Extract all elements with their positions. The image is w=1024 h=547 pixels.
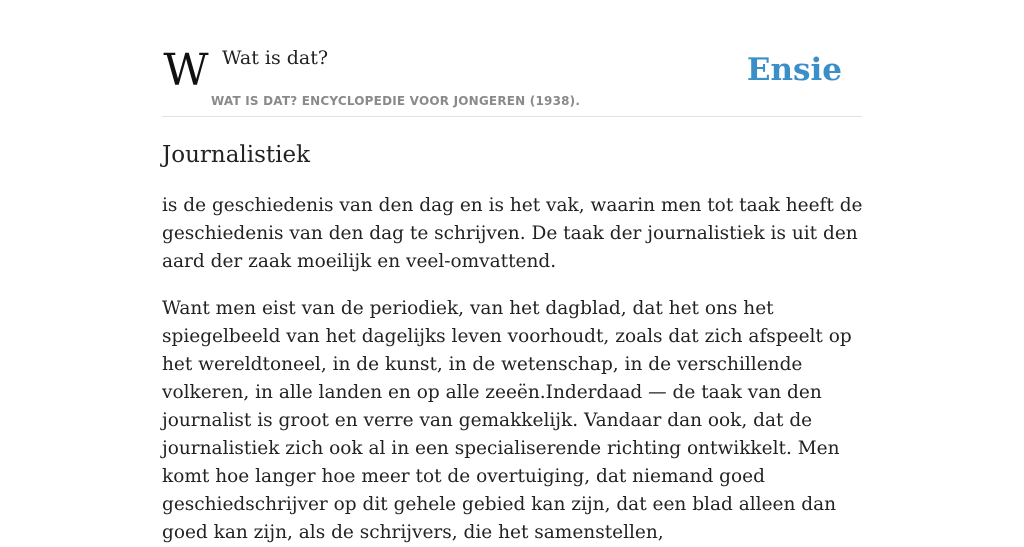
article-body [162,192,867,547]
svg-text:W: W [163,45,209,96]
wikipedia-w-icon[interactable] [163,45,209,96]
article-paragraph: is de geschiedenis van den dag en is het vak, waarin men tot taak heeft de geschiedenis van den dag te schrijven. De taak der journalistiek is uit den aard der zaak moeilijk en veel-omvattend. [162,195,863,272]
header [162,0,862,117]
brand-logo[interactable]: Ensie [746,52,842,88]
site-title[interactable]: Wat is dat? [222,47,329,69]
site-subtitle: WAT IS DAT? ENCYCLOPEDIE VOOR JONGEREN (1938). [211,94,581,108]
article [162,138,867,547]
article-paragraph: Want men eist van de periodiek, van het dagblad, dat het ons het spiegelbeeld van het dagelijks leven voorhoudt, zoals dat zich afspeelt op het wereldtoneel, in de kunst, in de wetenschap, in de verschillende volkeren, in alle landen en op alle zeeën.Inderdaad — de taak van den journalist is groot en verre van gemakkelijk. Vandaar dan ook, dat de journalistiek zich ook al in een specialiserende richting ontwikkelt. Men komt hoe langer hoe meer tot de overtuiging, dat niemand goed geschiedschrijver op dit gehele gebied kan zijn, dat een blad alleen dan goed kan zijn, als de schrijvers, die het samenstellen, [162,298,852,543]
article-title: Journalistiek [162,142,311,168]
